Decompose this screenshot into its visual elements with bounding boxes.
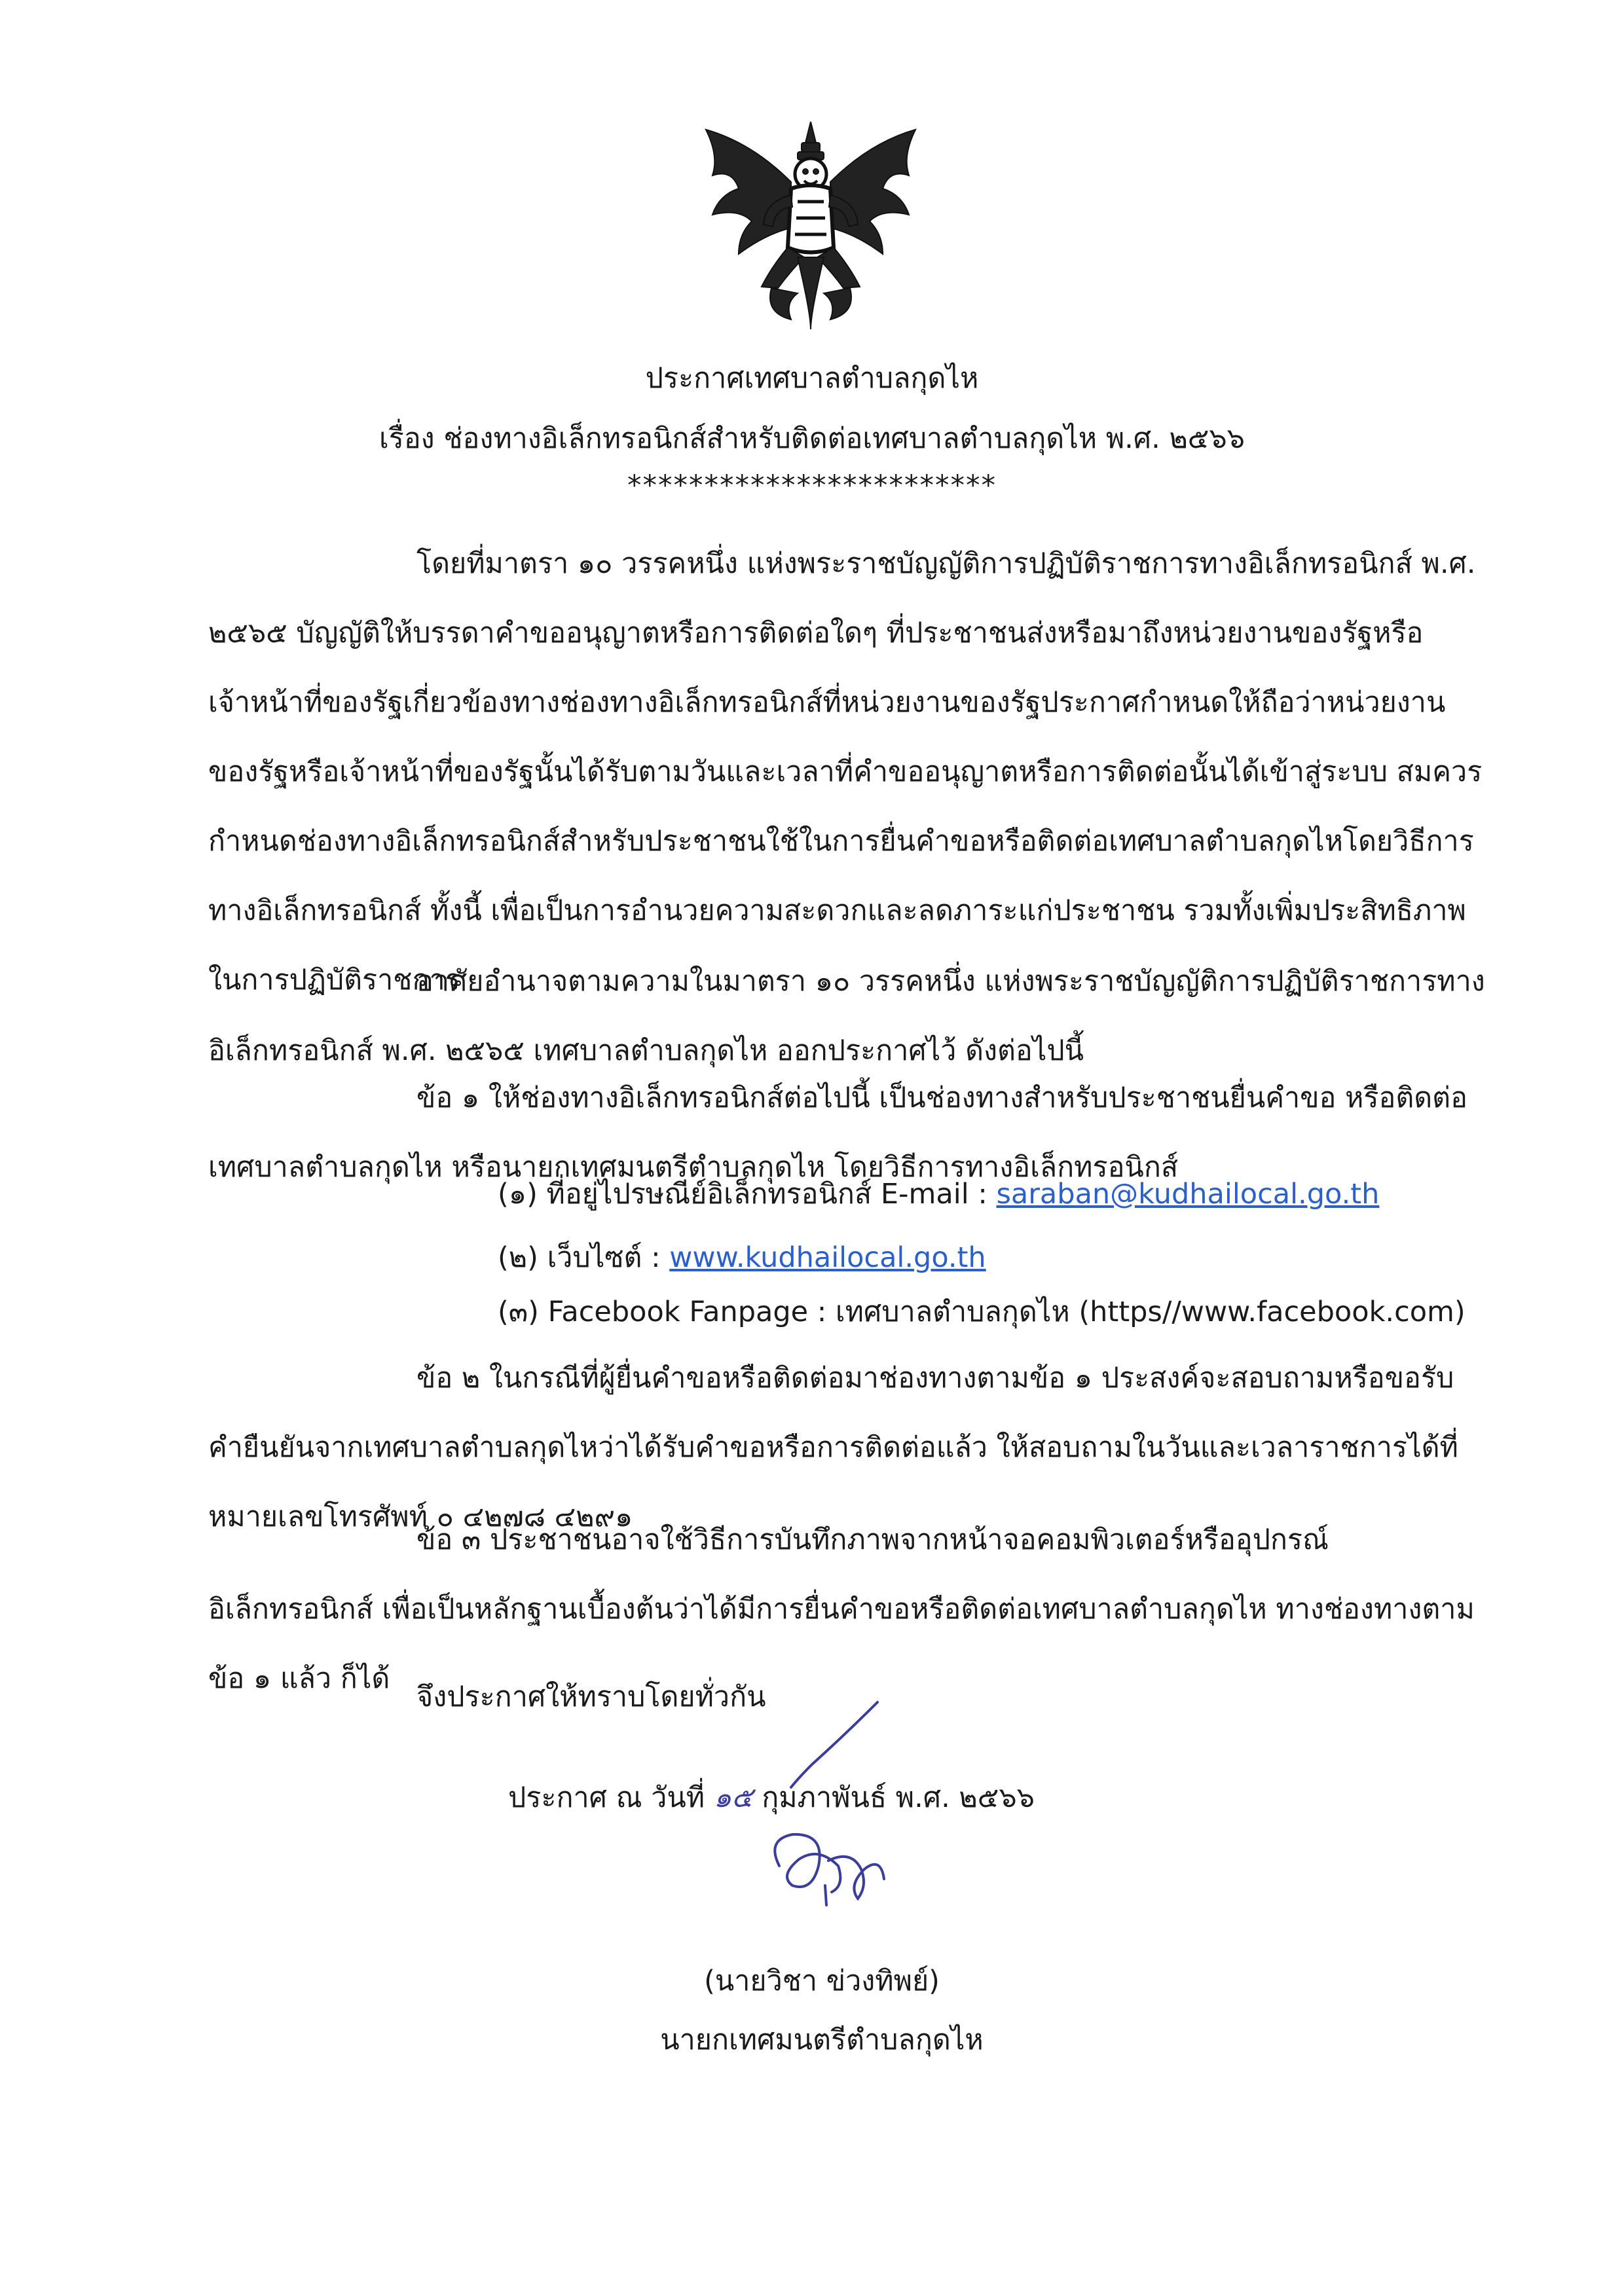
clause-3-paragraph [208,1505,1475,1713]
clause-3-line: ข้อ ๓ ประชาชนอาจใช้วิธีการบันทึกภาพจากหน้าจอคอมพิวเตอร์หรืออุปกรณ์ [416,1523,1329,1556]
preamble-line: ๒๕๖๕ บัญญัติให้บรรดาคำขออนุญาตหรือการติดต่อใดๆ ที่ประชาชนส่งหรือมาถึงหน่วยงานของรัฐหรือ [208,617,1424,649]
authority-line: อาศัยอำนาจตามความในมาตรา ๑๐ วรรคหนึ่ง แห่งพระราชบัญญัติการปฏิบัติราชการทาง [416,965,1485,998]
garuda-emblem-icon [693,117,929,333]
clause-2-line: คำยืนยันจากเทศบาลตำบลกุดไหว่าได้รับคำขอหรือการติดต่อแล้ว ให้สอบถามในวันและเวลาราชการได้ที่ [208,1431,1458,1464]
clause-1-line: ข้อ ๑ ให้ช่องทางอิเล็กทรอนิกส์ต่อไปนี้ เป็นช่องทางสำหรับประชาชนยื่นคำขอ หรือติดต่อ [416,1082,1467,1114]
preamble-line: เจ้าหน้าที่ของรัฐเกี่ยวข้องทางช่องทางอิเล็กทรอนิกส์ที่หน่วยงานของรัฐประกาศกำหนดให้ถือว่าหน่วยงาน [208,686,1446,719]
signer-name: (นายวิชา ข่วงทิพย์) [704,1965,940,1997]
date-suffix: กุมภาพันธ์ พ.ศ. ๒๕๖๖ [752,1781,1035,1814]
separator-line: ************************ [627,469,997,502]
clause-3-line: อิเล็กทรอนิกส์ เพื่อเป็นหลักฐานเบื้องต้นว่าได้มีการยื่นคำขอหรือติดต่อเทศบาลตำบลกุดไห ทางช่องทางตาม [208,1593,1475,1626]
authority-line: อิเล็กทรอนิกส์ พ.ศ. ๒๕๖๕ เทศบาลตำบลกุดไห ออกประกาศไว้ ดังต่อไปนี้ [208,1034,1084,1067]
date-prefix: ประกาศ ณ วันที่ [508,1781,714,1814]
preamble-line: ในการปฏิบัติราชการ [208,964,460,996]
email-link[interactable]: saraban@kudhailocal.go.th [996,1178,1380,1211]
channel-website-label: (๒) เว็บไซต์ : [498,1241,670,1274]
preamble-line: กำหนดช่องทางอิเล็กทรอนิกส์สำหรับประชาชนใช้ในการยื่นคำขอหรือติดต่อเทศบาลตำบลกุดไหโดยวิธีการ [208,825,1474,858]
preamble-line: ของรัฐหรือเจ้าหน้าที่ของรัฐนั้นได้รับตามวันและเวลาที่คำขออนุญาตหรือการติดต่อนั้นได้เข้าสู่ระบบ สมควร [208,756,1483,788]
preamble-line: โดยที่มาตรา ๑๐ วรรคหนึ่ง แห่งพระราชบัญญัติการปฏิบัติราชการทางอิเล็กทรอนิกส์ พ.ศ. [416,547,1476,580]
channel-website [498,1238,986,1277]
announcement-title: ประกาศเทศบาลตำบลกุดไห [645,362,979,395]
website-link[interactable]: www.kudhailocal.go.th [669,1241,986,1274]
date-day: ๑๕ [713,1781,753,1814]
preamble-line: ทางอิเล็กทรอนิกส์ ทั้งนี้ เพื่อเป็นการอำนวยความสะดวกและลดภาระแก่ประชาชน รวมทั้งเพิ่มประสิทธิภาพ [208,894,1466,927]
announcement-date [508,1778,1035,1817]
handwritten-signature [714,1689,950,1964]
clause-3-line: ข้อ ๑ แล้ว ก็ได้ [208,1662,390,1695]
signer-position: นายกเทศมนตรีตำบลกุดไห [660,2024,984,2056]
clause-1-line: เทศบาลตำบลกุดไห หรือนายกเทศมนตรีตำบลกุดไห โดยวิธีการทางอิเล็กทรอนิกส์ [208,1151,1179,1184]
closing-statement: จึงประกาศให้ทราบโดยทั่วกัน [416,1681,766,1713]
announcement-subject: เรื่อง ช่องทางอิเล็กทรอนิกส์สำหรับติดต่อเทศบาลตำบลกุดไห พ.ศ. ๒๕๖๖ [379,422,1245,455]
channel-email-label: (๑) ที่อยู่ไปรษณีย์อิเล็กทรอนิกส์ E-mail : [498,1178,997,1211]
clause-2-line: หมายเลขโทรศัพท์ ๐ ๔๒๗๘ ๔๒๙๑ [208,1501,633,1533]
clause-2-line: ข้อ ๒ ในกรณีที่ผู้ยื่นคำขอหรือติดต่อมาช่องทางตามข้อ ๑ ประสงค์จะสอบถามหรือขอรับ [416,1362,1454,1394]
preamble-paragraph [208,529,1485,1015]
channel-facebook: (๓) Facebook Fanpage : เทศบาลตำบลกุดไห (https//www.facebook.com) [498,1296,1466,1328]
channel-email [498,1175,1379,1214]
